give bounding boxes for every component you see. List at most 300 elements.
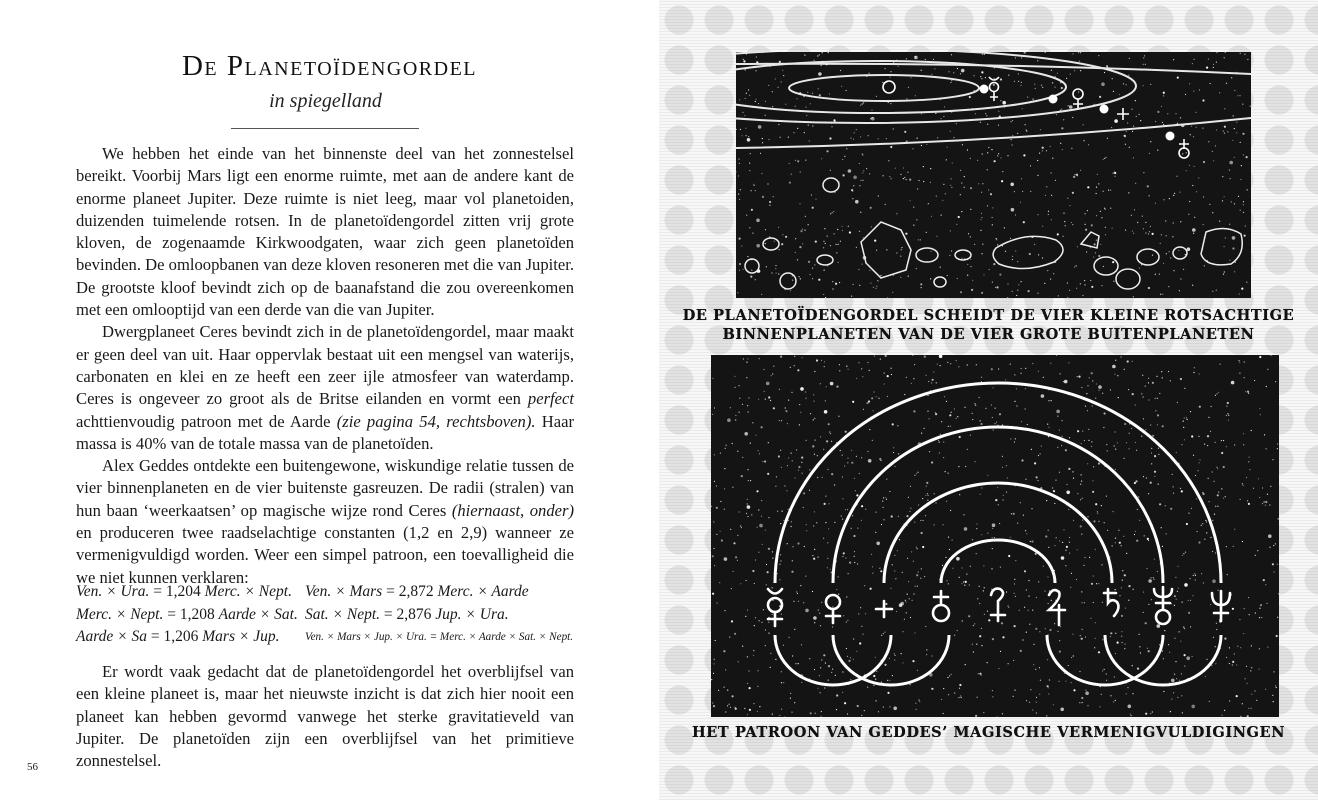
star: [1022, 108, 1023, 109]
star: [1042, 257, 1043, 258]
star: [1104, 522, 1105, 523]
star: [1022, 639, 1023, 640]
star: [737, 535, 738, 536]
star: [785, 236, 787, 238]
star: [1098, 183, 1099, 184]
star: [1013, 696, 1014, 697]
star: [1052, 82, 1053, 83]
equation-constant: = 1,208: [163, 605, 219, 623]
star: [1047, 576, 1048, 577]
star: [1085, 213, 1086, 214]
star: [772, 106, 773, 107]
star: [1203, 224, 1204, 225]
star: [851, 528, 852, 529]
star: [1015, 57, 1016, 58]
star: [928, 203, 929, 204]
star: [1137, 222, 1138, 223]
star: [838, 262, 839, 263]
star: [1150, 226, 1151, 227]
star: [1048, 214, 1049, 215]
star: [756, 244, 760, 248]
earth-symbol-icon: [876, 601, 892, 617]
star: [863, 102, 864, 103]
star: [828, 528, 829, 529]
star: [876, 671, 877, 672]
star: [745, 128, 746, 129]
star: [1063, 381, 1064, 382]
star: [1036, 712, 1037, 713]
star: [1216, 623, 1217, 624]
star: [1083, 565, 1084, 566]
star: [1143, 228, 1144, 229]
star: [896, 252, 897, 253]
star: [1142, 375, 1143, 376]
star: [921, 568, 922, 569]
star: [850, 138, 851, 139]
star: [1012, 135, 1013, 136]
star: [1241, 288, 1243, 290]
star: [747, 503, 748, 504]
star: [906, 179, 907, 180]
star: [1057, 233, 1059, 235]
star: [1257, 550, 1258, 551]
star: [883, 706, 884, 707]
star: [845, 509, 846, 510]
star: [972, 644, 973, 645]
star: [1048, 436, 1049, 437]
star: [1096, 215, 1097, 216]
star: [965, 466, 966, 467]
star: [724, 557, 728, 561]
star: [725, 448, 726, 449]
star: [1087, 410, 1088, 411]
star: [779, 389, 780, 390]
star: [948, 426, 949, 427]
star: [1126, 442, 1127, 443]
star: [1128, 705, 1132, 709]
star: [746, 580, 747, 581]
star: [799, 246, 801, 248]
star: [1229, 663, 1230, 664]
star: [949, 675, 950, 676]
star: [892, 423, 894, 425]
star: [1149, 195, 1150, 196]
star: [1115, 633, 1116, 634]
star: [871, 110, 872, 111]
star: [1061, 127, 1063, 129]
star: [1168, 371, 1169, 372]
star: [765, 399, 766, 400]
star: [1080, 484, 1081, 485]
star: [1077, 549, 1078, 550]
star: [1215, 663, 1216, 664]
star: [762, 196, 764, 198]
star: [789, 637, 790, 638]
star: [1251, 645, 1252, 646]
star: [935, 413, 937, 415]
star: [1063, 529, 1064, 530]
star: [914, 364, 915, 365]
star: [1242, 703, 1243, 704]
star: [796, 591, 797, 592]
star: [943, 184, 944, 185]
star: [768, 85, 769, 86]
star: [1077, 175, 1078, 176]
star: [895, 578, 896, 579]
star: [922, 520, 923, 521]
star: [1087, 385, 1088, 386]
star: [779, 249, 780, 250]
star: [743, 59, 744, 60]
star: [884, 383, 885, 384]
star: [958, 466, 959, 467]
star: [910, 200, 911, 201]
star: [808, 125, 809, 126]
star: [904, 394, 905, 395]
arc-earth-saturn: [884, 483, 1112, 583]
star: [878, 195, 879, 196]
star: [712, 593, 714, 595]
star: [1094, 647, 1095, 648]
star: [1266, 386, 1267, 387]
star: [1014, 593, 1015, 594]
star: [1136, 540, 1138, 542]
star: [758, 125, 762, 129]
star: [1067, 198, 1068, 199]
star: [1145, 386, 1146, 387]
star: [1159, 393, 1160, 394]
star: [753, 655, 754, 656]
star: [1026, 129, 1027, 130]
star: [980, 122, 981, 123]
star: [737, 292, 738, 293]
star: [984, 614, 985, 615]
star: [1126, 131, 1127, 132]
star: [1198, 541, 1200, 543]
star: [1206, 659, 1207, 660]
star: [1216, 393, 1217, 394]
star: [939, 355, 943, 358]
star: [862, 172, 863, 173]
star: [1115, 360, 1116, 361]
star: [1014, 625, 1016, 627]
star: [713, 548, 714, 549]
star: [783, 682, 784, 683]
star: [1076, 288, 1077, 289]
star: [1032, 610, 1033, 611]
star: [861, 520, 862, 521]
star: [763, 369, 764, 370]
star: [750, 443, 751, 444]
star: [871, 226, 872, 227]
star: [714, 481, 715, 482]
star: [1136, 116, 1137, 117]
equation-term: Aarde × Sat.: [218, 605, 298, 623]
star: [914, 522, 915, 523]
star: [1240, 716, 1241, 717]
star: [861, 368, 862, 369]
page-subtitle: in spiegelland: [269, 90, 382, 112]
star: [787, 465, 788, 466]
star: [838, 576, 839, 577]
star: [980, 423, 982, 425]
star: [1273, 671, 1274, 672]
star: [1223, 466, 1225, 468]
star: [1177, 697, 1178, 698]
star: [915, 703, 916, 704]
star: [1148, 650, 1150, 652]
star: [739, 398, 740, 399]
star: [1217, 468, 1218, 469]
star: [927, 411, 928, 412]
star: [809, 140, 810, 141]
star: [917, 138, 918, 139]
star: [1146, 568, 1147, 569]
star: [863, 237, 864, 238]
star: [759, 706, 760, 707]
star: [1267, 647, 1268, 648]
star: [918, 572, 919, 573]
star: [931, 74, 932, 75]
star: [1012, 144, 1013, 145]
star: [824, 687, 825, 688]
star: [1110, 695, 1111, 696]
star: [998, 668, 999, 669]
star: [924, 356, 926, 358]
star: [856, 456, 857, 457]
star: [742, 404, 743, 405]
star: [820, 436, 821, 437]
star: [1227, 574, 1228, 575]
star: [868, 135, 869, 136]
star: [1208, 141, 1209, 142]
asteroid: [993, 236, 1063, 268]
star: [1025, 388, 1026, 389]
star: [1202, 99, 1204, 101]
star: [992, 417, 993, 418]
star: [1133, 233, 1134, 234]
star: [723, 650, 725, 652]
star: [886, 499, 887, 500]
star: [769, 205, 770, 206]
star: [1007, 477, 1008, 478]
star: [939, 442, 940, 443]
star: [1132, 693, 1133, 694]
ceres-symbol-icon: [991, 589, 1005, 621]
star: [889, 680, 890, 681]
star: [900, 277, 901, 278]
star: [1195, 579, 1196, 580]
star: [1181, 673, 1182, 674]
star: [931, 688, 933, 690]
star: [749, 227, 750, 228]
star: [781, 243, 783, 245]
star: [752, 422, 753, 423]
star: [1225, 52, 1226, 53]
star: [1072, 224, 1073, 225]
star: [1273, 701, 1274, 702]
star: [833, 211, 834, 212]
star: [740, 189, 741, 190]
star: [732, 443, 733, 444]
star: [767, 183, 768, 184]
star: [1021, 82, 1022, 83]
star: [1171, 699, 1172, 700]
star: [755, 190, 756, 191]
star: [1030, 165, 1031, 166]
star: [780, 450, 781, 451]
star: [1161, 106, 1162, 107]
star: [982, 244, 983, 245]
star: [876, 700, 877, 701]
star: [1183, 427, 1184, 428]
star: [768, 442, 769, 443]
star: [812, 591, 813, 592]
star: [1243, 433, 1244, 434]
star: [1233, 546, 1234, 547]
star: [908, 276, 909, 277]
star: [1149, 153, 1150, 154]
star: [1108, 190, 1109, 191]
star: [842, 671, 843, 672]
star: [896, 611, 897, 612]
star: [832, 669, 833, 670]
star: [820, 692, 821, 693]
star: [981, 487, 982, 488]
star: [1016, 405, 1017, 406]
star: [846, 366, 847, 367]
star: [1226, 83, 1227, 84]
star: [1141, 436, 1142, 437]
equation-constant: = 2,876: [380, 605, 436, 623]
star: [765, 530, 766, 531]
star: [830, 245, 831, 246]
star: [1195, 475, 1196, 476]
star: [713, 673, 714, 674]
star: [787, 423, 788, 424]
asteroids: [745, 178, 1242, 289]
star: [920, 239, 921, 240]
star: [842, 498, 843, 499]
star: [1019, 610, 1020, 611]
star: [1106, 680, 1107, 681]
star: [1231, 201, 1232, 202]
star: [1104, 72, 1105, 73]
asteroid: [745, 259, 759, 273]
star: [824, 410, 828, 414]
asteroid: [817, 255, 833, 265]
star: [742, 269, 743, 270]
star: [1125, 608, 1126, 609]
star: [963, 581, 964, 582]
star: [1169, 652, 1170, 653]
star: [1147, 185, 1149, 187]
star: [855, 200, 859, 204]
star: [1115, 700, 1116, 701]
star: [926, 654, 927, 655]
star: [797, 98, 798, 99]
star: [991, 149, 992, 150]
star: [913, 410, 915, 412]
star: [962, 620, 963, 621]
equation-product: [305, 631, 573, 643]
star: [831, 441, 832, 442]
star: [751, 190, 752, 191]
star: [727, 418, 731, 422]
star: [755, 279, 756, 280]
star: [1234, 90, 1235, 91]
star: [949, 414, 951, 416]
star: [992, 217, 993, 218]
star: [994, 160, 996, 162]
star: [1017, 523, 1018, 524]
star: [851, 189, 853, 191]
star: [983, 565, 984, 566]
star: [1153, 579, 1154, 580]
star: [1065, 225, 1066, 226]
star: [740, 525, 741, 526]
star: [1036, 702, 1037, 703]
star: [1101, 285, 1102, 286]
star: [1248, 708, 1249, 709]
star: [1148, 233, 1149, 234]
star: [882, 501, 883, 502]
star: [972, 413, 973, 414]
star: [1272, 563, 1274, 565]
star: [1042, 147, 1044, 149]
star: [1020, 202, 1021, 203]
star: [1119, 94, 1120, 95]
star: [960, 170, 961, 171]
star: [1248, 461, 1249, 462]
star: [973, 75, 974, 76]
star: [1037, 160, 1038, 161]
star: [809, 658, 810, 659]
star: [765, 115, 766, 116]
star: [858, 613, 859, 614]
star: [1213, 637, 1214, 638]
star: [1143, 85, 1144, 86]
star: [1112, 228, 1113, 229]
star: [1040, 680, 1041, 681]
star: [1032, 363, 1033, 364]
star: [905, 233, 907, 235]
star: [987, 169, 988, 170]
star: [954, 635, 955, 636]
neptune-symbol-icon: [1212, 591, 1230, 621]
star: [1078, 52, 1079, 53]
star: [890, 71, 891, 72]
star: [1006, 492, 1007, 493]
star: [1156, 376, 1157, 377]
star: [1107, 138, 1108, 139]
star: [912, 355, 913, 356]
star: [1074, 174, 1075, 175]
star: [813, 616, 817, 620]
star: [825, 662, 826, 663]
star: [730, 407, 731, 408]
star: [1232, 608, 1234, 610]
star: [1186, 152, 1187, 153]
star: [1097, 174, 1098, 175]
star: [1030, 689, 1031, 690]
star: [1229, 170, 1230, 171]
star: [946, 159, 947, 160]
star: [943, 457, 944, 458]
star: [968, 233, 969, 234]
star: [827, 558, 828, 559]
star: [1082, 498, 1083, 499]
